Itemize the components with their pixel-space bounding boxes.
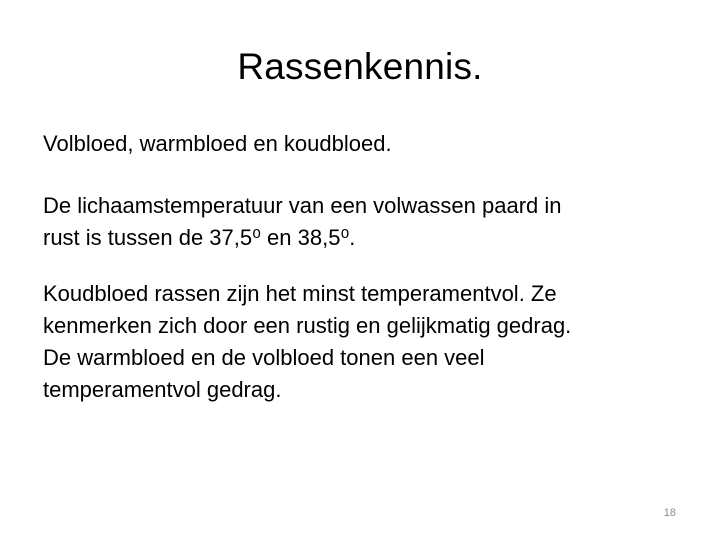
- page-number: 18: [663, 507, 676, 519]
- paragraph-temperament: Koudbloed rassen zijn het minst temperamentvol. Ze kenmerken zich door een rustig en gelijkmatig gedrag. De warmbloed en de volbloed tonen een veel temperamentvol gedrag.: [43, 281, 572, 402]
- slide-title: Rassenkennis.: [237, 46, 483, 87]
- paragraph-breeds: Volbloed, warmbloed en koudbloed.: [43, 131, 392, 156]
- paragraph-temperature: De lichaamstemperatuur van een volwassen paard in rust is tussen de 37,5⁰ en 38,5⁰.: [43, 193, 562, 250]
- slide-body: [43, 128, 683, 406]
